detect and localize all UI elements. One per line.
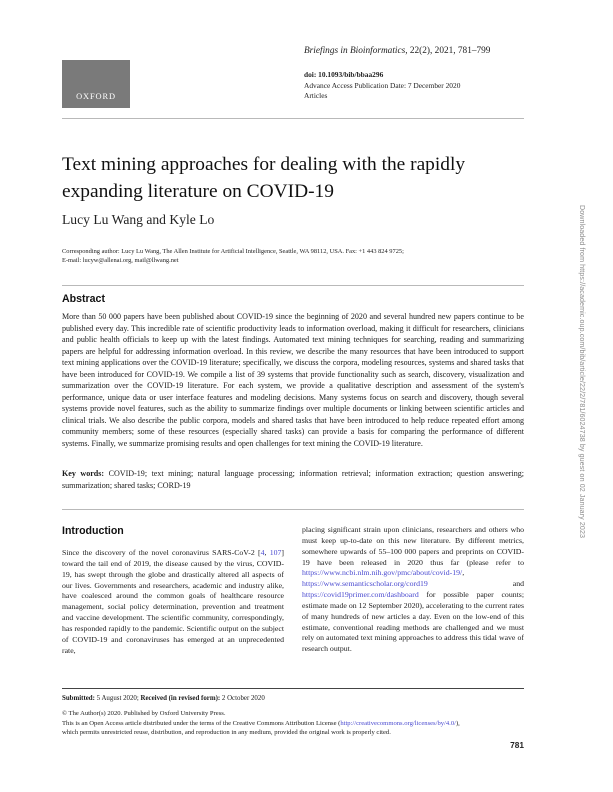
submitted-value: 5 August 2020; — [94, 695, 141, 702]
submission-dates — [62, 694, 524, 704]
corresponding-author-line-2: E-mail: lucyw@allenai.org, mail@llwang.net — [62, 257, 179, 265]
author-list: Lucy Lu Wang and Kyle Lo — [62, 212, 215, 227]
received-value: 2 October 2020 — [220, 695, 265, 702]
semantic-scholar-cord19-url-link[interactable]: https://www.semanticscholar.org/cord19 — [302, 579, 428, 589]
body-column-right — [302, 525, 524, 655]
submitted-label: Submitted: — [62, 695, 95, 702]
covid19primer-dashboard-url-link[interactable]: https://covid19primer.com/dashboard — [302, 590, 419, 600]
citation-separator: , — [264, 548, 270, 557]
abstract-divider — [62, 285, 524, 286]
copyright-line: © The Author(s) 2020. Published by Oxford University Press. — [62, 710, 226, 717]
intro-text-part-1: Since the discovery of the novel coronavirus SARS-CoV-2 [ — [62, 548, 261, 557]
article-type: Articles — [304, 91, 328, 101]
download-watermark-text: Downloaded from https://academic.oup.com/bib/article/22/2/781/6024738 by guest on 02 January 2023 — [578, 205, 586, 539]
keywords-block — [62, 468, 524, 491]
citation-link-4[interactable]: 4 — [260, 548, 265, 557]
journal-citation-line — [304, 46, 490, 56]
body-column-left — [62, 548, 284, 656]
copyright-block — [62, 709, 530, 738]
journal-name: Briefings in Bioinformatics — [304, 46, 406, 56]
download-watermark — [571, 205, 593, 645]
doi-label: doi: — [304, 70, 317, 79]
doi-line — [304, 70, 460, 81]
advance-access-date: Advance Access Publication Date: 7 December 2020 — [304, 80, 461, 90]
creative-commons-license-link[interactable]: http://creativecommons.org/licenses/by/4.0/ — [340, 719, 456, 727]
masthead-divider — [62, 118, 524, 119]
license-line-1 — [62, 719, 530, 729]
corresponding-author-line-1: Corresponding author: Lucy Lu Wang, The Allen Institute for Artificial Intelligence, Seattle, WA 98112, USA. Fax: +1 443 824 9725; — [62, 248, 404, 255]
footer-divider — [62, 688, 524, 689]
license-text-part-2: ), — [455, 719, 460, 727]
citation-link-107[interactable]: 107 — [269, 548, 282, 557]
url-separator-2: and — [427, 579, 524, 589]
introduction-heading: Introduction — [62, 525, 124, 537]
corresponding-author-note — [62, 247, 524, 265]
intro-right-text-part-2: for possible paper counts; estimate made on 12 September 2020), accelerating to the current rates of many hundreds of new articles a day. Even on the low-end of this estimate, conventional reading methods are challenged and we must rely on automated text mining approaches to address this tidal wave of research output. — [302, 590, 524, 654]
oxford-university-press-logo — [62, 60, 130, 108]
article-meta-block — [304, 70, 460, 102]
intro-right-text-part-1: placing significant strain upon clinicians, researchers and others who must keep up-to-date on this new literature. By different metrics, somewhere upwards of 55–100 000 papers and preprints on COVID-19 have been released in 2020 thus far (please refer to — [302, 525, 524, 567]
oxford-logo-text: OXFORD — [76, 92, 116, 101]
received-label: Received (in revised form): — [140, 695, 221, 702]
page-number: 781 — [510, 740, 524, 750]
introduction-divider — [62, 509, 524, 510]
abstract-text: More than 50 000 papers have been published about COVID-19 since the beginning of 2020 and several hundred new papers continue to be published every day. This incredible rate of scientific productivity leads to information overload, making it difficult for researchers, clinicians and public health officials to keep up with the latest findings. Automated text mining techniques for searching, reading and summarizing papers are helpful for addressing information overload. In this review, we describe the many resources that have been introduced to support text mining applications over the COVID-19 literature; specifically, we discuss the corpora, modeling resources, systems and shared tasks that have been introduced for COVID-19. We compile a list of 39 systems that provide functionality such as search, discovery, visualization and summarization over the COVID-19 literature. For each system, we provide a qualitative description and assessment of the system's performance, unique data or user interface features and modeling decisions. Many systems focus on search and discovery, though several systems provide novel features, such as the ability to summarize findings over multiple documents or linking between scientific articles and clinical trials. We also describe the public corpora, models and shared tasks that have been introduced to help reduce repeated effort among community members; some of these resources (especially shared tasks) can provide a basis for comparing the performance of different systems. Finally, we summarize promising results and open challenges for text mining the COVID-19 literature. — [62, 312, 524, 449]
url-separator-1: , — [462, 568, 465, 578]
license-text-part-1: This is an Open Access article distributed under the terms of the Creative Commons Attribution License ( — [62, 719, 341, 727]
intro-text-part-2: ] toward the tail end of 2019, the disease caused by the virus, COVID-19, has swept through the globe and drastically altered all aspects of our lives. Governments and researchers, academic and industry alike, have coalesced around the common goals of healthcare resource management, social policy determination, prevention and treatment and vaccine development. The scientific community, correspondingly, has responded rapidly to the pandemic. Scientific output on the subject of COVID-19 and coronaviruses has emerged at an unprecedented rate, — [62, 548, 285, 655]
license-line-2: which permits unrestricted reuse, distribution, and reproduction in any medium, provided the original work is properly cited. — [62, 729, 391, 736]
keywords-label: Key words: — [62, 469, 105, 478]
doi-value: 10.1093/bib/bbaa296 — [316, 70, 384, 79]
keywords-value: COVID-19; text mining; natural language processing; information retrieval; information extraction; question answering; summarization; shared tasks; CORD-19 — [62, 469, 524, 490]
abstract-heading: Abstract — [62, 293, 105, 305]
masthead — [62, 46, 524, 116]
page-title: Text mining approaches for dealing with the rapidly expanding literature on COVID-19 — [62, 154, 466, 202]
pmc-covid-url-link[interactable]: https://www.ncbi.nlm.nih.gov/pmc/about/covid-19/ — [302, 568, 463, 578]
journal-volume-pages: , 22(2), 2021, 781–799 — [405, 46, 491, 56]
